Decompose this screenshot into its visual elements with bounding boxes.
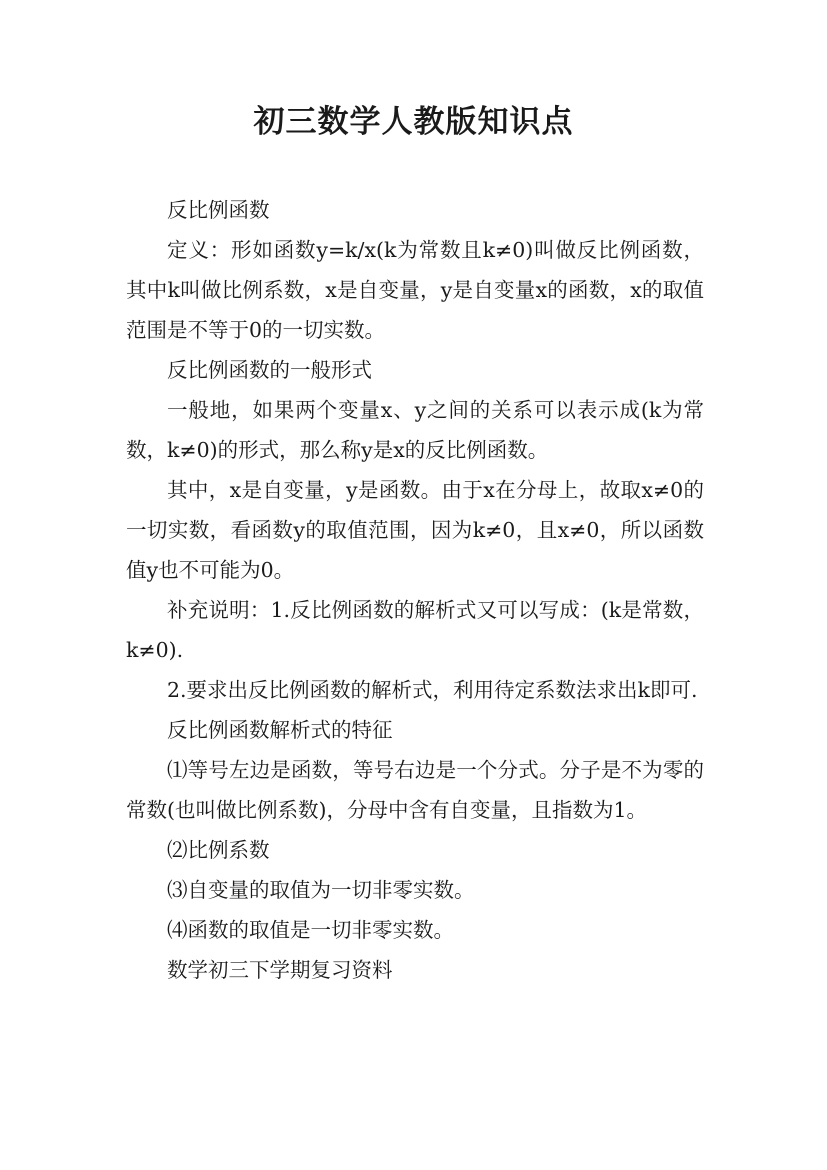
section-heading-review: 数学初三下学期复习资料: [167, 958, 393, 982]
document-body: [126, 190, 704, 990]
list-item-feature-2: ⑵比例系数: [167, 838, 270, 862]
paragraph-domain-range: 其中，x是自变量，y是函数。由于x在分母上，故取x≠0的一切实数，看函数y的取值范围，因为k≠0，且x≠0，所以函数值y也不可能为0。: [126, 478, 704, 582]
section-heading-general-form: 反比例函数的一般形式: [167, 358, 372, 382]
paragraph-supplement-2: 2.要求出反比例函数的解析式，利用待定系数法求出k即可.: [167, 678, 698, 702]
section-heading-features: 反比例函数解析式的特征: [167, 718, 393, 742]
list-item-feature-4: ⑷函数的取值是一切非零实数。: [167, 918, 454, 942]
paragraph-supplement-1: 补充说明：1.反比例函数的解析式又可以写成：(k是常数，k≠0).: [126, 598, 704, 662]
section-heading-inverse-function: 反比例函数: [167, 198, 270, 222]
document-title: 初三数学人教版知识点: [253, 104, 574, 140]
list-item-feature-1: ⑴等号左边是函数，等号右边是一个分式。分子是不为零的常数(也叫做比例系数)，分母中含有自变量，且指数为1。: [126, 758, 704, 822]
paragraph-definition: 定义：形如函数y=k/x(k为常数且k≠0)叫做反比例函数，其中k叫做比例系数，x是自变量，y是自变量x的函数，x的取值范围是不等于0的一切实数。: [126, 238, 704, 342]
list-item-feature-3: ⑶自变量的取值为一切非零实数。: [167, 878, 475, 902]
paragraph-general-form: 一般地，如果两个变量x、y之间的关系可以表示成(k为常数，k≠0)的形式，那么称y是x的反比例函数。: [126, 398, 704, 462]
